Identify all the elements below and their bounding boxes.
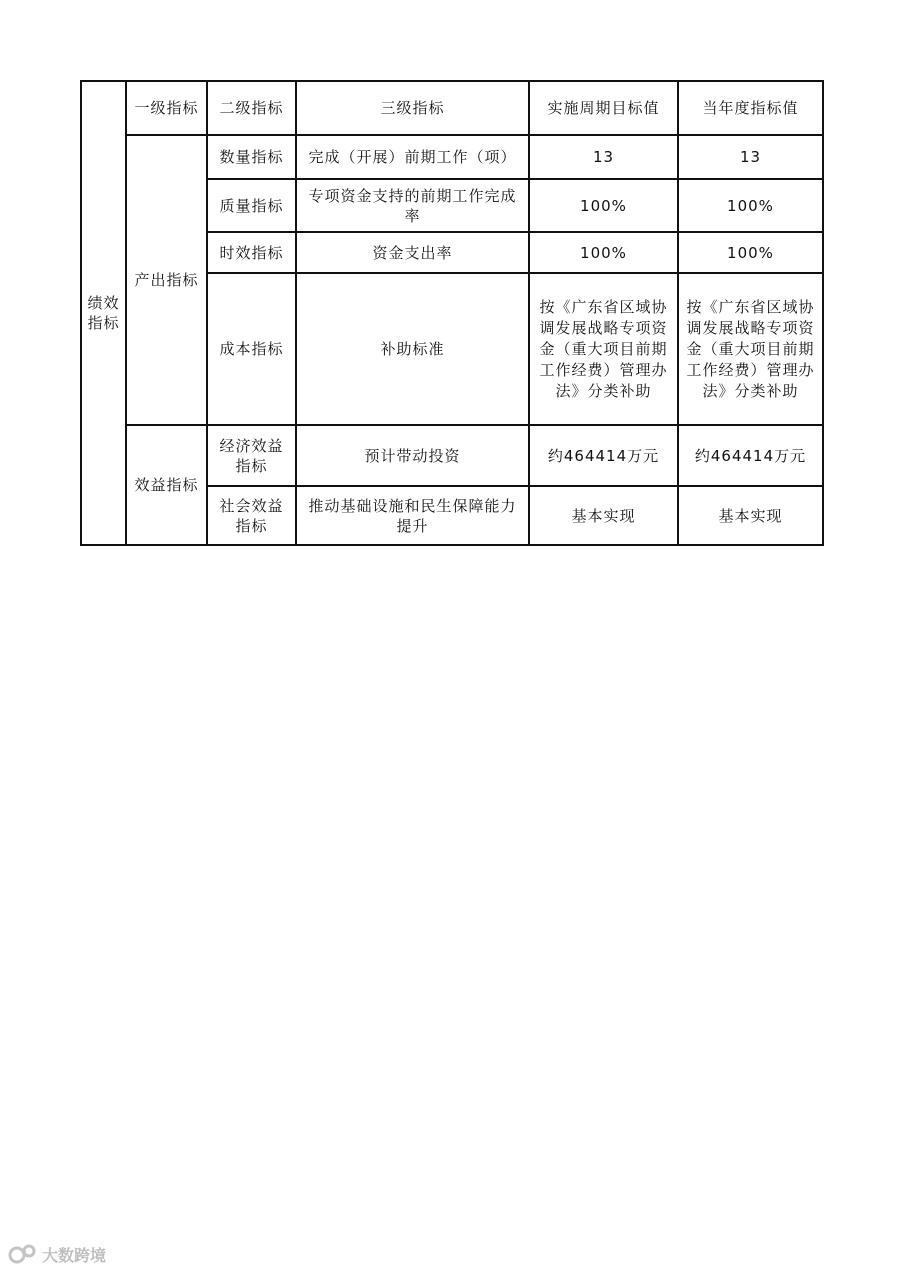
level2-cell: 社会效益指标 xyxy=(207,486,296,545)
period-target-cell: 基本实现 xyxy=(529,486,678,545)
level2-cell: 成本指标 xyxy=(207,273,296,425)
header-level3: 三级指标 xyxy=(296,81,529,135)
level3-cell: 预计带动投资 xyxy=(296,425,529,486)
period-target-cell: 100% xyxy=(529,232,678,273)
annual-target-cell: 13 xyxy=(678,135,823,179)
annual-target-cell: 约464414万元 xyxy=(678,425,823,486)
level2-cell: 时效指标 xyxy=(207,232,296,273)
performance-indicator-group-cell: 绩效指标 xyxy=(81,81,126,545)
performance-indicator-table xyxy=(80,80,824,546)
period-target-cell: 13 xyxy=(529,135,678,179)
level2-cell: 经济效益指标 xyxy=(207,425,296,486)
output-indicator-cell: 产出指标 xyxy=(126,135,207,425)
table-row xyxy=(81,135,823,179)
level3-cell: 专项资金支持的前期工作完成率 xyxy=(296,179,529,232)
watermark xyxy=(8,1242,106,1266)
level3-cell: 资金支出率 xyxy=(296,232,529,273)
annual-target-cell: 按《广东省区域协调发展战略专项资金（重大项目前期工作经费）管理办法》分类补助 xyxy=(678,273,823,425)
header-annual-target: 当年度指标值 xyxy=(678,81,823,135)
level3-cell: 完成（开展）前期工作（项） xyxy=(296,135,529,179)
benefit-indicator-cell: 效益指标 xyxy=(126,425,207,545)
header-row xyxy=(81,81,823,135)
period-target-cell: 按《广东省区域协调发展战略专项资金（重大项目前期工作经费）管理办法》分类补助 xyxy=(529,273,678,425)
table-row xyxy=(81,425,823,486)
annual-target-cell: 100% xyxy=(678,232,823,273)
header-level2: 二级指标 xyxy=(207,81,296,135)
watermark-text: 大数跨境 xyxy=(42,1245,107,1265)
header-level1: 一级指标 xyxy=(126,81,207,135)
level3-cell: 补助标准 xyxy=(296,273,529,425)
brand-logo-icon xyxy=(8,1242,38,1266)
period-target-cell: 约464414万元 xyxy=(529,425,678,486)
period-target-cell: 100% xyxy=(529,179,678,232)
annual-target-cell: 100% xyxy=(678,179,823,232)
level2-cell: 数量指标 xyxy=(207,135,296,179)
header-period-target: 实施周期目标值 xyxy=(529,81,678,135)
level2-cell: 质量指标 xyxy=(207,179,296,232)
annual-target-cell: 基本实现 xyxy=(678,486,823,545)
level3-cell: 推动基础设施和民生保障能力提升 xyxy=(296,486,529,545)
